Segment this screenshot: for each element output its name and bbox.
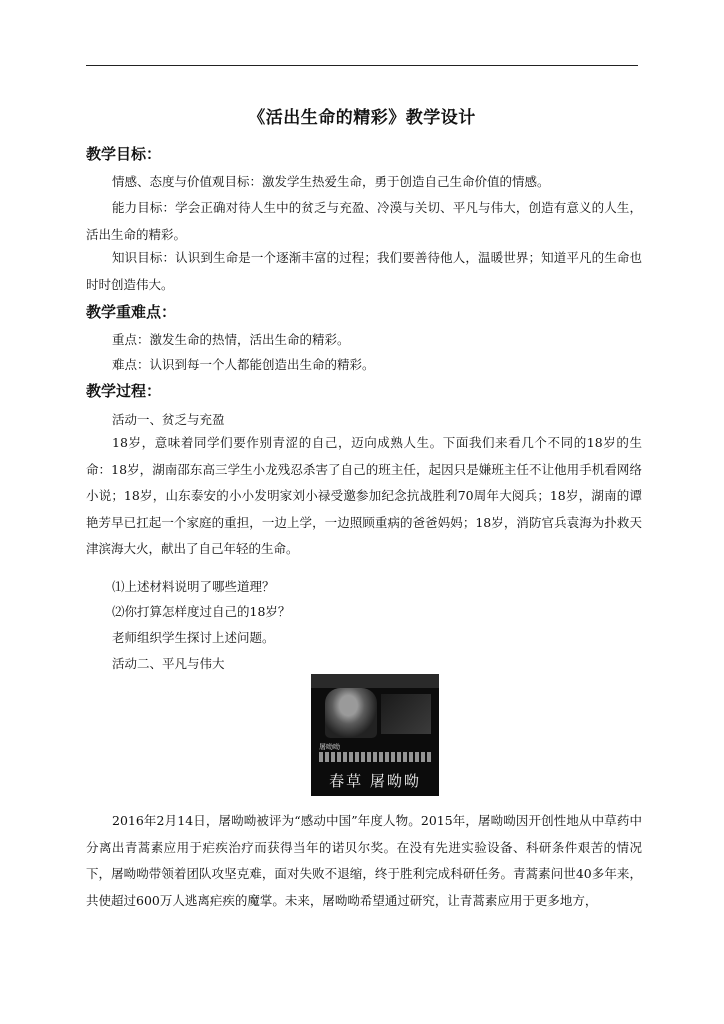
tu-youyou-photo xyxy=(311,674,439,796)
question-one: ⑴上述材料说明了哪些道理？ xyxy=(112,579,275,594)
difficulty-paragraph: 难点：认识到每一个人都能创造出生命的精彩。 xyxy=(112,357,375,372)
page-title: 《活出生命的精彩》教学设计 xyxy=(248,108,476,128)
activity-two-paragraph: 2016年2月14日，屠呦呦被评为“感动中国”年度人物。2015年，屠呦呦因开创性地从中草药中分离出青蒿素应用于疟疾治疗而获得当年的诺贝尔奖。在没有先进实验设备、科研条件艰苦的情况下，屠呦呦带领着团队攻坚克难，面对失败不退缩，终于胜利完成科研任务。青蒿素问世40多年来，共使超过600万人逃离疟疾的魔掌。未来，屠呦呦希望通过研究，让青蒿素应用于更多地方， xyxy=(86,813,642,908)
question-two: ⑵你打算怎样度过自己的18岁？ xyxy=(112,604,291,619)
photo-background xyxy=(381,694,431,734)
photo-title: 春草 屠呦呦 xyxy=(329,772,421,790)
header-rule xyxy=(86,65,638,66)
section-heading-key-points: 教学重难点： xyxy=(86,303,177,321)
goals-paragraph-knowledge: 知识目标：认识到生命是一个逐渐丰富的过程；我们要善待他人，温暖世界；知道平凡的生命也时时创造伟大。 xyxy=(86,250,642,292)
activity-two-title: 活动二、平凡与伟大 xyxy=(112,656,225,671)
goals-paragraph-emotion: 情感、态度与价值观目标：激发学生热爱生命，勇于创造自己生命价值的情感。 xyxy=(112,174,550,189)
key-point-paragraph: 重点：激发生命的热情，活出生命的精彩。 xyxy=(112,332,350,347)
goals-paragraph-ability: 能力目标：学会正确对待人生中的贫乏与充盈、冷漠与关切、平凡与伟大，创造有意义的人生，活出生命的精彩。 xyxy=(86,200,642,242)
activity-one-paragraph: 18岁，意味着同学们要作别青涩的自己，迈向成熟人生。下面我们来看几个不同的18岁的生命：18岁，湖南邵东高三学生小龙残忍杀害了自己的班主任，起因只是嫌班主任不让他用手机看网络小说；18岁，山东泰安的小小发明家刘小禄受邀参加纪念抗战胜利70周年大阅兵；18岁，湖南的谭艳芳早已扛起一个家庭的重担，一边上学，一边照顾重病的爸爸妈妈；18岁，消防官兵袁海为扑救天津滨海大火，献出了自己年轻的生命。 xyxy=(86,435,642,556)
photo-caption: 屠呦呦 xyxy=(319,743,340,751)
portrait-figure xyxy=(325,688,377,738)
photo-banner xyxy=(311,674,439,688)
activity-one-title: 活动一、贫乏与充盈 xyxy=(112,412,225,427)
teacher-note: 老师组织学生探讨上述问题。 xyxy=(112,630,275,645)
section-heading-goals: 教学目标： xyxy=(86,145,162,163)
section-heading-process: 教学过程： xyxy=(86,382,162,400)
photo-caption-lines xyxy=(319,752,431,762)
